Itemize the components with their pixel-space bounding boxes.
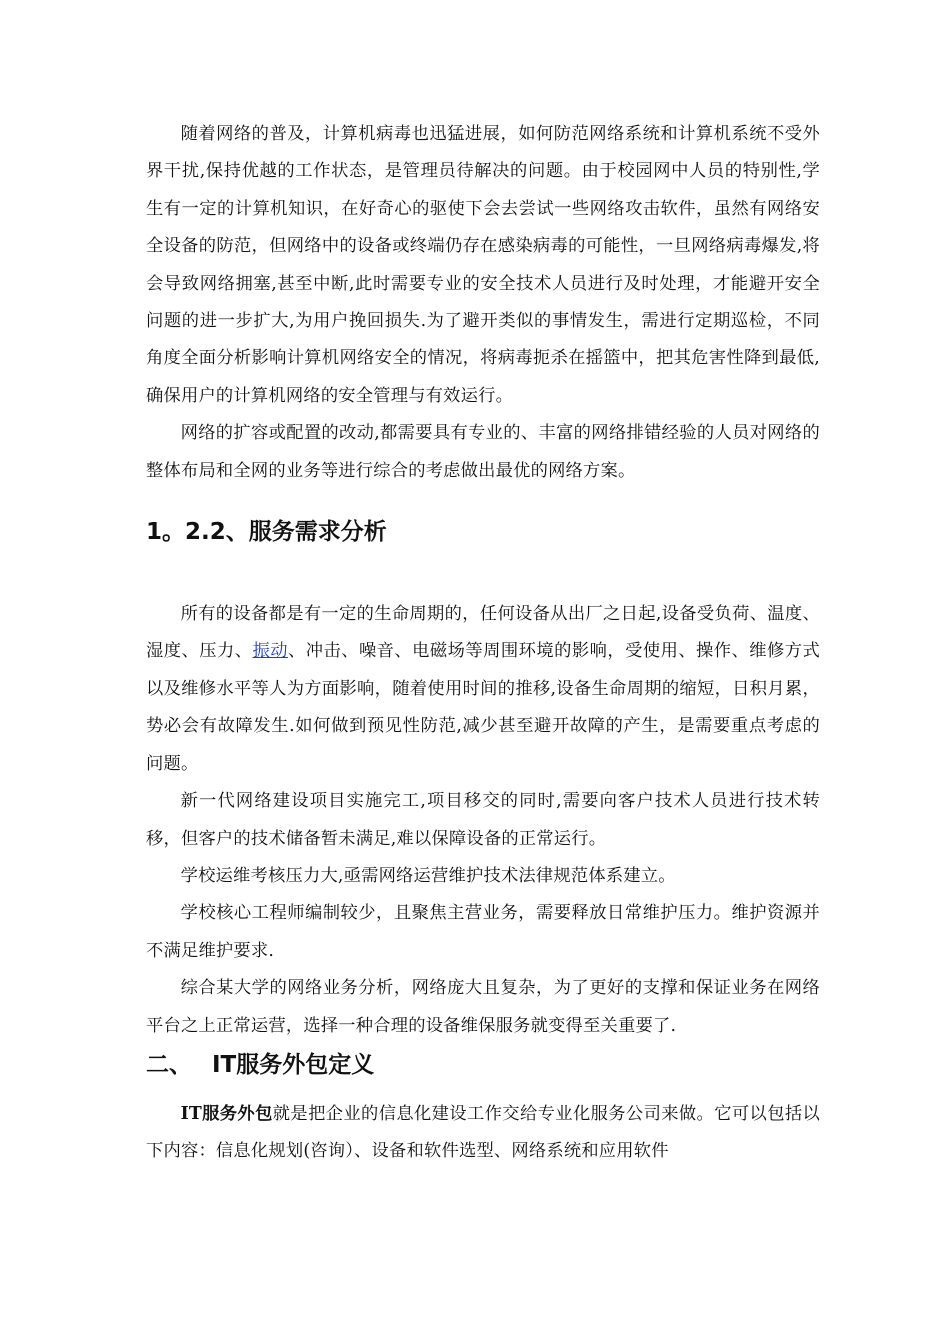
bold-term: IT服务外包 [180,1103,273,1124]
paragraph-assessment-pressure: 学校运维考核压力大,亟需网络运营维护技术法律规范体系建立。 [180,865,676,886]
paragraph-it-outsourcing [146,1096,820,1171]
document-page [146,116,820,1171]
paragraph-text: 就是把企业的信息化建设工作交给专业化服务公司来做。它可以包括以下内容：信息化规划(咨询）、设备和软件选型、网络系统和应用软件 [146,1103,820,1162]
paragraph-text: 、冲击、噪音、电磁场等周围环境的影响，受使用、操作、维修方式以及维修水平等人为方面影响，随着使用时间的推移,设备生命周期的缩短，日积月累，势必会有故障发生.如何做到预见性防范,减少甚至避开故障的产生，是需要重点考虑的问题。 [146,641,821,774]
heading-number: 二、 [146,1051,192,1078]
paragraph-device-lifecycle [146,596,820,783]
paragraph-engineer-staffing: 学校核心工程师编制较少，且聚焦主营业务，需要释放日常维护压力。维护资源并不满足维护要求. [146,903,820,961]
paragraph-summary: 综合某大学的网络业务分析，网络庞大且复杂，为了更好的支撑和保证业务在网络平台之上正常运营，选择一种合理的设备维保服务就变得至关重要了. [146,978,820,1036]
heading-it-outsourcing-definition [146,1049,820,1081]
paragraph-project-handover: 新一代网络建设项目实施完工,项目移交的同时,需要向客户技术人员进行技术转移，但客户的技术储备暂未满足,难以保障设备的正常运行。 [146,791,820,849]
vibration-link[interactable]: 振动 [252,641,288,662]
paragraph-network-expansion: 网络的扩容或配置的改动,都需要具有专业的、丰富的网络排错经验的人员对网络的整体布局和全网的业务等进行综合的考虑做出最优的网络方案。 [146,423,820,481]
paragraph-text: 所有的设备都是有一定的生命周期的，任何设备从出厂之日起,设备受负荷、温度、湿度、压力、 [146,604,820,662]
heading-service-needs-analysis: 1。2.2、服务需求分析 [146,519,387,546]
heading-title: IT服务外包定义 [212,1051,375,1078]
paragraph-virus-prevention: 随着网络的普及，计算机病毒也迅猛进展，如何防范网络系统和计算机系统不受外界干扰,保持优越的工作状态，是管理员待解决的问题。由于校园网中人员的特别性,学生有一定的计算机知识，在好奇心的驱使下会去尝试一些网络攻击软件，虽然有网络安全设备的防范，但网络中的设备或终端仍存在感染病毒的可能性，一旦网络病毒爆发,将会导致网络拥塞,甚至中断,此时需要专业的安全技术人员进行及时处理，才能避开安全问题的进一步扩大,为用户挽回损失.为了避开类似的事情发生，需进行定期巡检，不同角度全面分析影响计算机网络安全的情况，将病毒扼杀在摇篮中，把其危害性降到最低,确保用户的计算机网络的安全管理与有效运行。 [146,124,820,406]
